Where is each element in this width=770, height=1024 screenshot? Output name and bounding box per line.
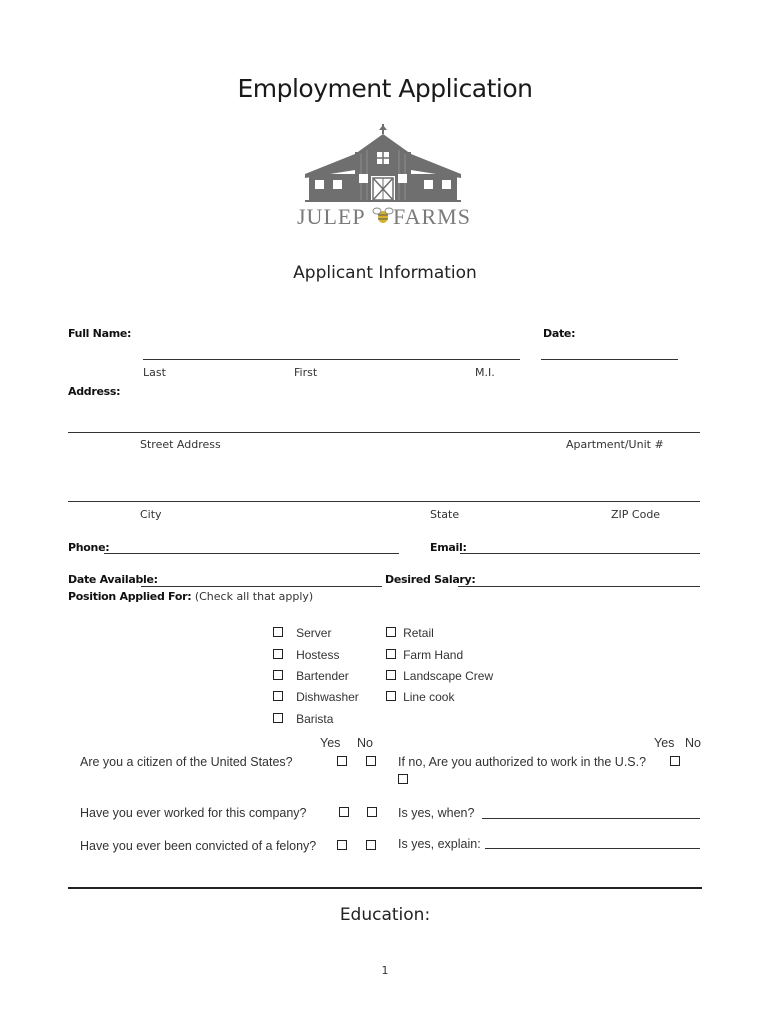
no-header-left: No bbox=[357, 736, 373, 750]
checkbox[interactable] bbox=[386, 627, 396, 637]
yes-header-right: Yes bbox=[654, 736, 675, 750]
city-state-zip-input-line[interactable] bbox=[68, 501, 700, 502]
position-option-farm-hand[interactable]: Farm Hand bbox=[386, 644, 493, 665]
zip-caption: ZIP Code bbox=[611, 508, 661, 521]
position-option-line-cook[interactable]: Line cook bbox=[386, 686, 493, 708]
checkbox[interactable] bbox=[386, 691, 396, 701]
authorized-no-checkbox[interactable] bbox=[398, 774, 408, 784]
page-title: Employment Application bbox=[237, 74, 533, 103]
position-option-landscape-crew[interactable]: Landscape Crew bbox=[386, 665, 493, 686]
section-divider bbox=[68, 887, 702, 889]
julep-farms-logo bbox=[295, 122, 477, 230]
logo-brand-left: JULEP bbox=[297, 204, 366, 229]
authorized-question: If no, Are you authorized to work in the U.S.? bbox=[398, 755, 647, 769]
position-option-barista[interactable]: Barista bbox=[273, 708, 359, 730]
date-input-line[interactable] bbox=[541, 359, 678, 360]
no-header-right: No bbox=[685, 736, 701, 750]
worked-yes-checkbox[interactable] bbox=[339, 807, 349, 817]
email-label: Email: bbox=[430, 541, 467, 554]
yes-header-left: Yes bbox=[320, 736, 341, 750]
position-option-retail[interactable]: Retail bbox=[386, 622, 493, 644]
felony-no-checkbox[interactable] bbox=[366, 840, 376, 850]
citizen-no-checkbox[interactable] bbox=[366, 756, 376, 766]
barn-icon bbox=[295, 122, 477, 230]
position-list-left bbox=[273, 622, 359, 730]
worked-no-checkbox[interactable] bbox=[367, 807, 377, 817]
phone-label: Phone: bbox=[68, 541, 110, 554]
city-caption: City bbox=[140, 508, 162, 521]
date-label: Date: bbox=[543, 327, 576, 340]
middle-initial-caption: M.I. bbox=[475, 366, 495, 379]
email-input-line[interactable] bbox=[460, 553, 700, 554]
citizen-yes-checkbox[interactable] bbox=[337, 756, 347, 766]
felony-question: Have you ever been convicted of a felony? bbox=[80, 839, 317, 853]
street-address-caption: Street Address bbox=[140, 438, 221, 451]
authorized-yes-checkbox[interactable] bbox=[670, 756, 680, 766]
street-address-input-line[interactable] bbox=[68, 432, 700, 433]
checkbox[interactable] bbox=[273, 627, 283, 637]
apartment-caption: Apartment/Unit # bbox=[566, 438, 664, 451]
desired-salary-input-line[interactable] bbox=[458, 586, 700, 587]
felony-yes-checkbox[interactable] bbox=[337, 840, 347, 850]
felony-explain-label: Is yes, explain: bbox=[398, 837, 481, 851]
address-label: Address: bbox=[68, 385, 121, 398]
logo-brand-right: FARMS bbox=[393, 204, 471, 229]
worked-when-input-line[interactable] bbox=[482, 818, 700, 819]
date-available-input-line[interactable] bbox=[141, 586, 382, 587]
desired-salary-label: Desired Salary: bbox=[385, 573, 476, 586]
position-option-dishwasher[interactable]: Dishwasher bbox=[273, 686, 359, 708]
full-name-input-line[interactable] bbox=[143, 359, 520, 360]
checkbox[interactable] bbox=[273, 691, 283, 701]
position-applied-row bbox=[68, 590, 313, 603]
position-option-hostess[interactable]: Hostess bbox=[273, 644, 359, 665]
full-name-label: Full Name: bbox=[68, 327, 132, 340]
checkbox[interactable] bbox=[386, 649, 396, 659]
checkbox[interactable] bbox=[386, 670, 396, 680]
citizen-question: Are you a citizen of the United States? bbox=[80, 755, 293, 769]
last-name-caption: Last bbox=[143, 366, 166, 379]
worked-when-label: Is yes, when? bbox=[398, 806, 475, 820]
checkbox[interactable] bbox=[273, 713, 283, 723]
state-caption: State bbox=[430, 508, 460, 521]
position-list-right bbox=[386, 622, 493, 708]
first-name-caption: First bbox=[294, 366, 318, 379]
checkbox[interactable] bbox=[273, 670, 283, 680]
position-option-server[interactable]: Server bbox=[273, 622, 359, 644]
checkbox[interactable] bbox=[273, 649, 283, 659]
position-label: Position Applied For: bbox=[68, 590, 192, 603]
date-available-label: Date Available: bbox=[68, 573, 158, 586]
page-number: 1 bbox=[381, 964, 389, 977]
position-option-bartender[interactable]: Bartender bbox=[273, 665, 359, 686]
section-education: Education: bbox=[339, 905, 431, 925]
position-hint: (Check all that apply) bbox=[194, 590, 314, 603]
worked-question: Have you ever worked for this company? bbox=[80, 806, 307, 820]
phone-input-line[interactable] bbox=[104, 553, 399, 554]
felony-explain-input-line[interactable] bbox=[485, 848, 700, 849]
section-applicant-information: Applicant Information bbox=[293, 263, 477, 283]
bee-icon bbox=[373, 208, 393, 223]
